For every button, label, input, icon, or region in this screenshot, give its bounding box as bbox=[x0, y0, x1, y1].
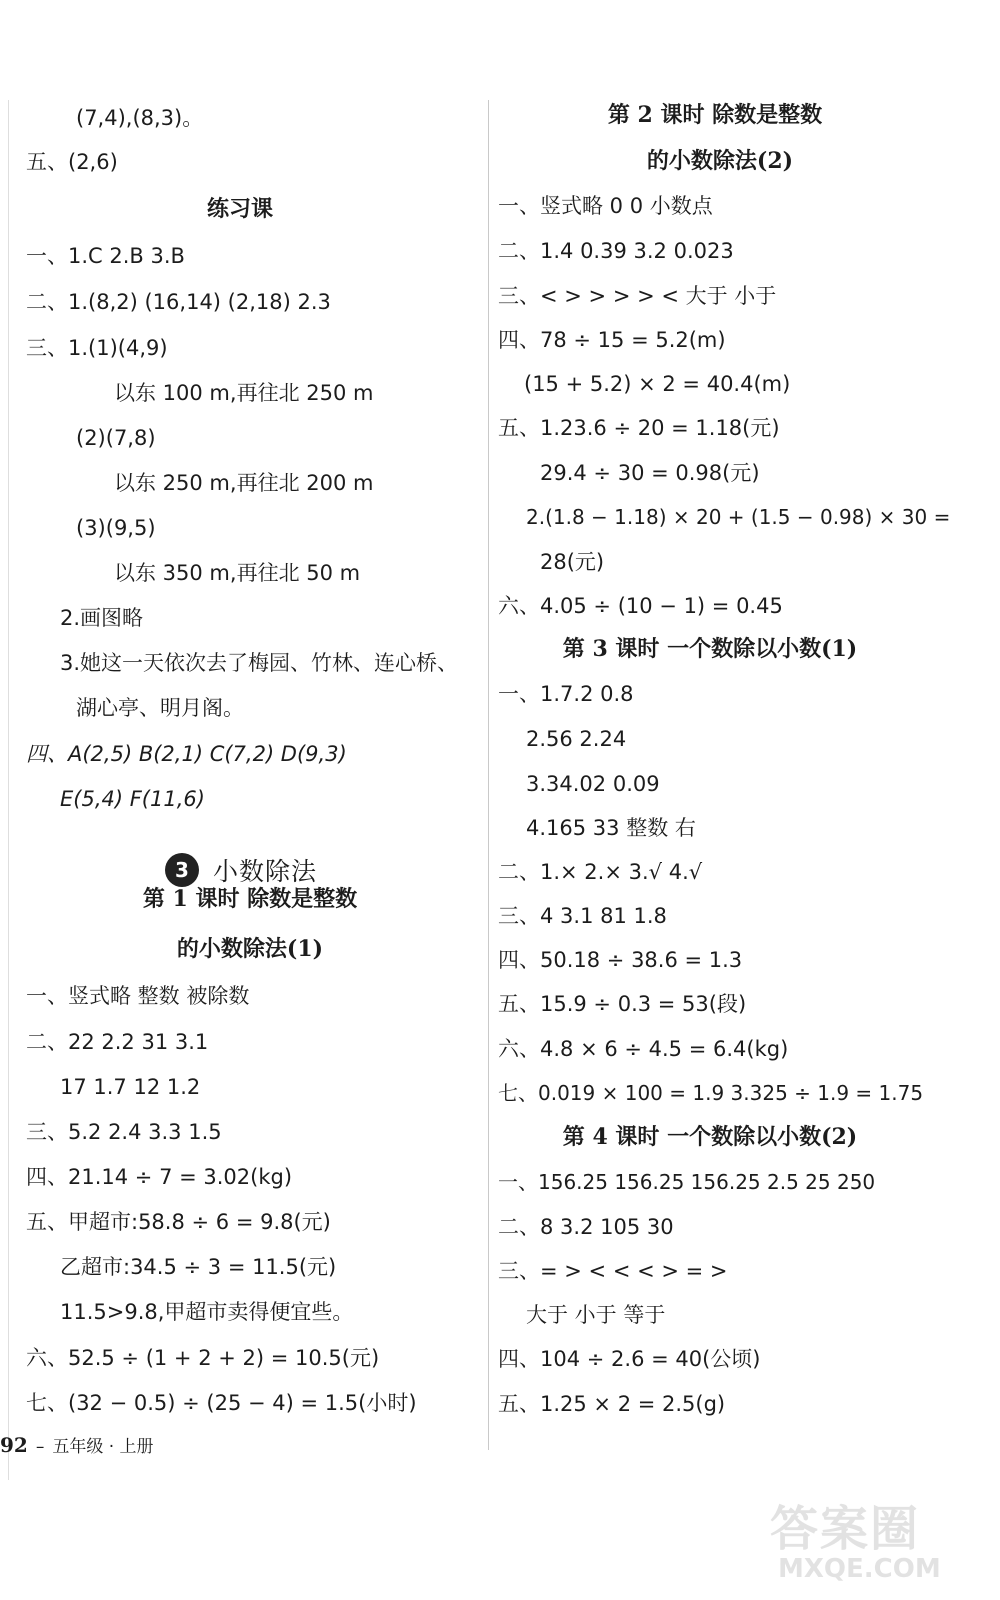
unit-number-badge: 3 bbox=[165, 853, 199, 887]
answer-line: 三、= > < < < > = > bbox=[498, 1259, 728, 1283]
answer-line: 七、0.019 × 100 = 1.9 3.325 ÷ 1.9 = 1.75 bbox=[498, 1081, 924, 1105]
lesson-heading: 的小数除法(2) bbox=[646, 148, 794, 174]
watermark-logo bbox=[770, 1490, 990, 1598]
answer-line: (7,4),(8,3)。 bbox=[76, 106, 204, 130]
lesson-heading: 第 2 课时 除数是整数 bbox=[607, 102, 823, 128]
answer-line: 一、竖式略 0 0 小数点 bbox=[498, 194, 713, 218]
answer-line: 六、4.05 ÷ (10 − 1) = 0.45 bbox=[498, 594, 783, 618]
answer-line: 以东 250 m,再往北 200 m bbox=[114, 471, 374, 495]
watermark-text: 答案圈 bbox=[770, 1501, 921, 1557]
unit-title-text: 小数除法 bbox=[213, 857, 318, 886]
answer-line: (2)(7,8) bbox=[76, 426, 156, 450]
answer-line: 五、(2,6) bbox=[26, 150, 118, 174]
answer-line: E(5,4) F(11,6) bbox=[60, 787, 205, 811]
lesson-heading: 第 3 课时 一个数除以小数(1) bbox=[562, 636, 858, 662]
lesson-heading: 第 1 课时 除数是整数 bbox=[142, 886, 358, 912]
answer-line: 17 1.7 12 1.2 bbox=[60, 1075, 201, 1099]
answer-line: 五、1.23.6 ÷ 20 = 1.18(元) bbox=[498, 416, 780, 440]
watermark-url: MXQE.COM bbox=[778, 1554, 941, 1584]
footer-dash: – bbox=[35, 1437, 45, 1457]
answer-line: 乙超市:34.5 ÷ 3 = 11.5(元) bbox=[60, 1255, 337, 1279]
answer-line: 二、8 3.2 105 30 bbox=[498, 1215, 674, 1239]
answer-line: (15 + 5.2) × 2 = 40.4(m) bbox=[524, 372, 791, 396]
answer-line: 六、52.5 ÷ (1 + 2 + 2) = 10.5(元) bbox=[26, 1346, 380, 1370]
answer-line: 五、1.25 × 2 = 2.5(g) bbox=[498, 1392, 726, 1416]
left-margin-rule bbox=[8, 100, 9, 1480]
answer-line: 一、1.7.2 0.8 bbox=[498, 682, 634, 706]
answer-line: 28(元) bbox=[540, 550, 605, 574]
answer-line: 一、1.C 2.B 3.B bbox=[26, 244, 185, 268]
answer-line: 一、竖式略 整数 被除数 bbox=[26, 984, 250, 1008]
answer-line: 2.56 2.24 bbox=[526, 727, 627, 751]
section-heading-practice: 练习课 bbox=[206, 196, 273, 222]
answer-line: 七、(32 − 0.5) ÷ (25 − 4) = 1.5(小时) bbox=[26, 1391, 417, 1415]
answer-line: 4.165 33 整数 右 bbox=[526, 816, 696, 840]
answer-line: 四、50.18 ÷ 38.6 = 1.3 bbox=[498, 948, 743, 972]
answer-line: 2.(1.8 − 1.18) × 20 + (1.5 − 0.98) × 30 = bbox=[526, 505, 951, 529]
answer-line: 五、甲超市:58.8 ÷ 6 = 9.8(元) bbox=[26, 1210, 331, 1234]
answer-line: 三、4 3.1 81 1.8 bbox=[498, 904, 667, 928]
answer-line: (3)(9,5) bbox=[76, 516, 156, 540]
answer-line: 四、A(2,5) B(2,1) C(7,2) D(9,3) bbox=[26, 742, 347, 766]
page-number: 92 bbox=[0, 1433, 28, 1457]
answer-line: 以东 350 m,再往北 50 m bbox=[114, 561, 361, 585]
unit-title bbox=[165, 852, 317, 888]
answer-line: 四、78 ÷ 15 = 5.2(m) bbox=[498, 328, 726, 352]
answer-line: 三、5.2 2.4 3.3 1.5 bbox=[26, 1120, 222, 1144]
answer-line: 五、15.9 ÷ 0.3 = 53(段) bbox=[498, 992, 747, 1016]
answer-line: 3.她这一天依次去了梅园、竹林、连心桥、 bbox=[60, 651, 459, 675]
answer-line: 二、22 2.2 31 3.1 bbox=[26, 1030, 209, 1054]
answer-line: 六、4.8 × 6 ÷ 4.5 = 6.4(kg) bbox=[498, 1037, 789, 1061]
lesson-heading: 的小数除法(1) bbox=[176, 936, 324, 962]
lesson-heading: 第 4 课时 一个数除以小数(2) bbox=[562, 1124, 858, 1150]
column-divider bbox=[488, 100, 489, 1450]
answer-line: 以东 100 m,再往北 250 m bbox=[114, 381, 374, 405]
answer-line: 大于 小于 等于 bbox=[526, 1303, 666, 1327]
answer-line: 三、< > > > > < 大于 小于 bbox=[498, 284, 777, 308]
answer-line: 二、1.(8,2) (16,14) (2,18) 2.3 bbox=[26, 290, 331, 314]
answer-line: 四、104 ÷ 2.6 = 40(公顷) bbox=[498, 1347, 761, 1371]
answer-line: 29.4 ÷ 30 = 0.98(元) bbox=[540, 461, 760, 485]
answer-line: 二、1.4 0.39 3.2 0.023 bbox=[498, 239, 734, 263]
answer-line: 一、156.25 156.25 156.25 2.5 25 250 bbox=[498, 1170, 876, 1194]
page-footer bbox=[0, 1432, 154, 1460]
answer-line: 2.画图略 bbox=[60, 606, 144, 630]
answer-line: 3.34.02 0.09 bbox=[526, 772, 660, 796]
footer-grade: 五年级 · 上册 bbox=[52, 1437, 154, 1457]
answer-line: 湖心亭、明月阁。 bbox=[76, 696, 244, 720]
answer-line: 11.5>9.8,甲超市卖得便宜些。 bbox=[60, 1300, 354, 1324]
answer-line: 四、21.14 ÷ 7 = 3.02(kg) bbox=[26, 1165, 293, 1189]
answer-line: 三、1.(1)(4,9) bbox=[26, 336, 168, 360]
answer-line: 二、1.× 2.× 3.√ 4.√ bbox=[498, 860, 703, 884]
